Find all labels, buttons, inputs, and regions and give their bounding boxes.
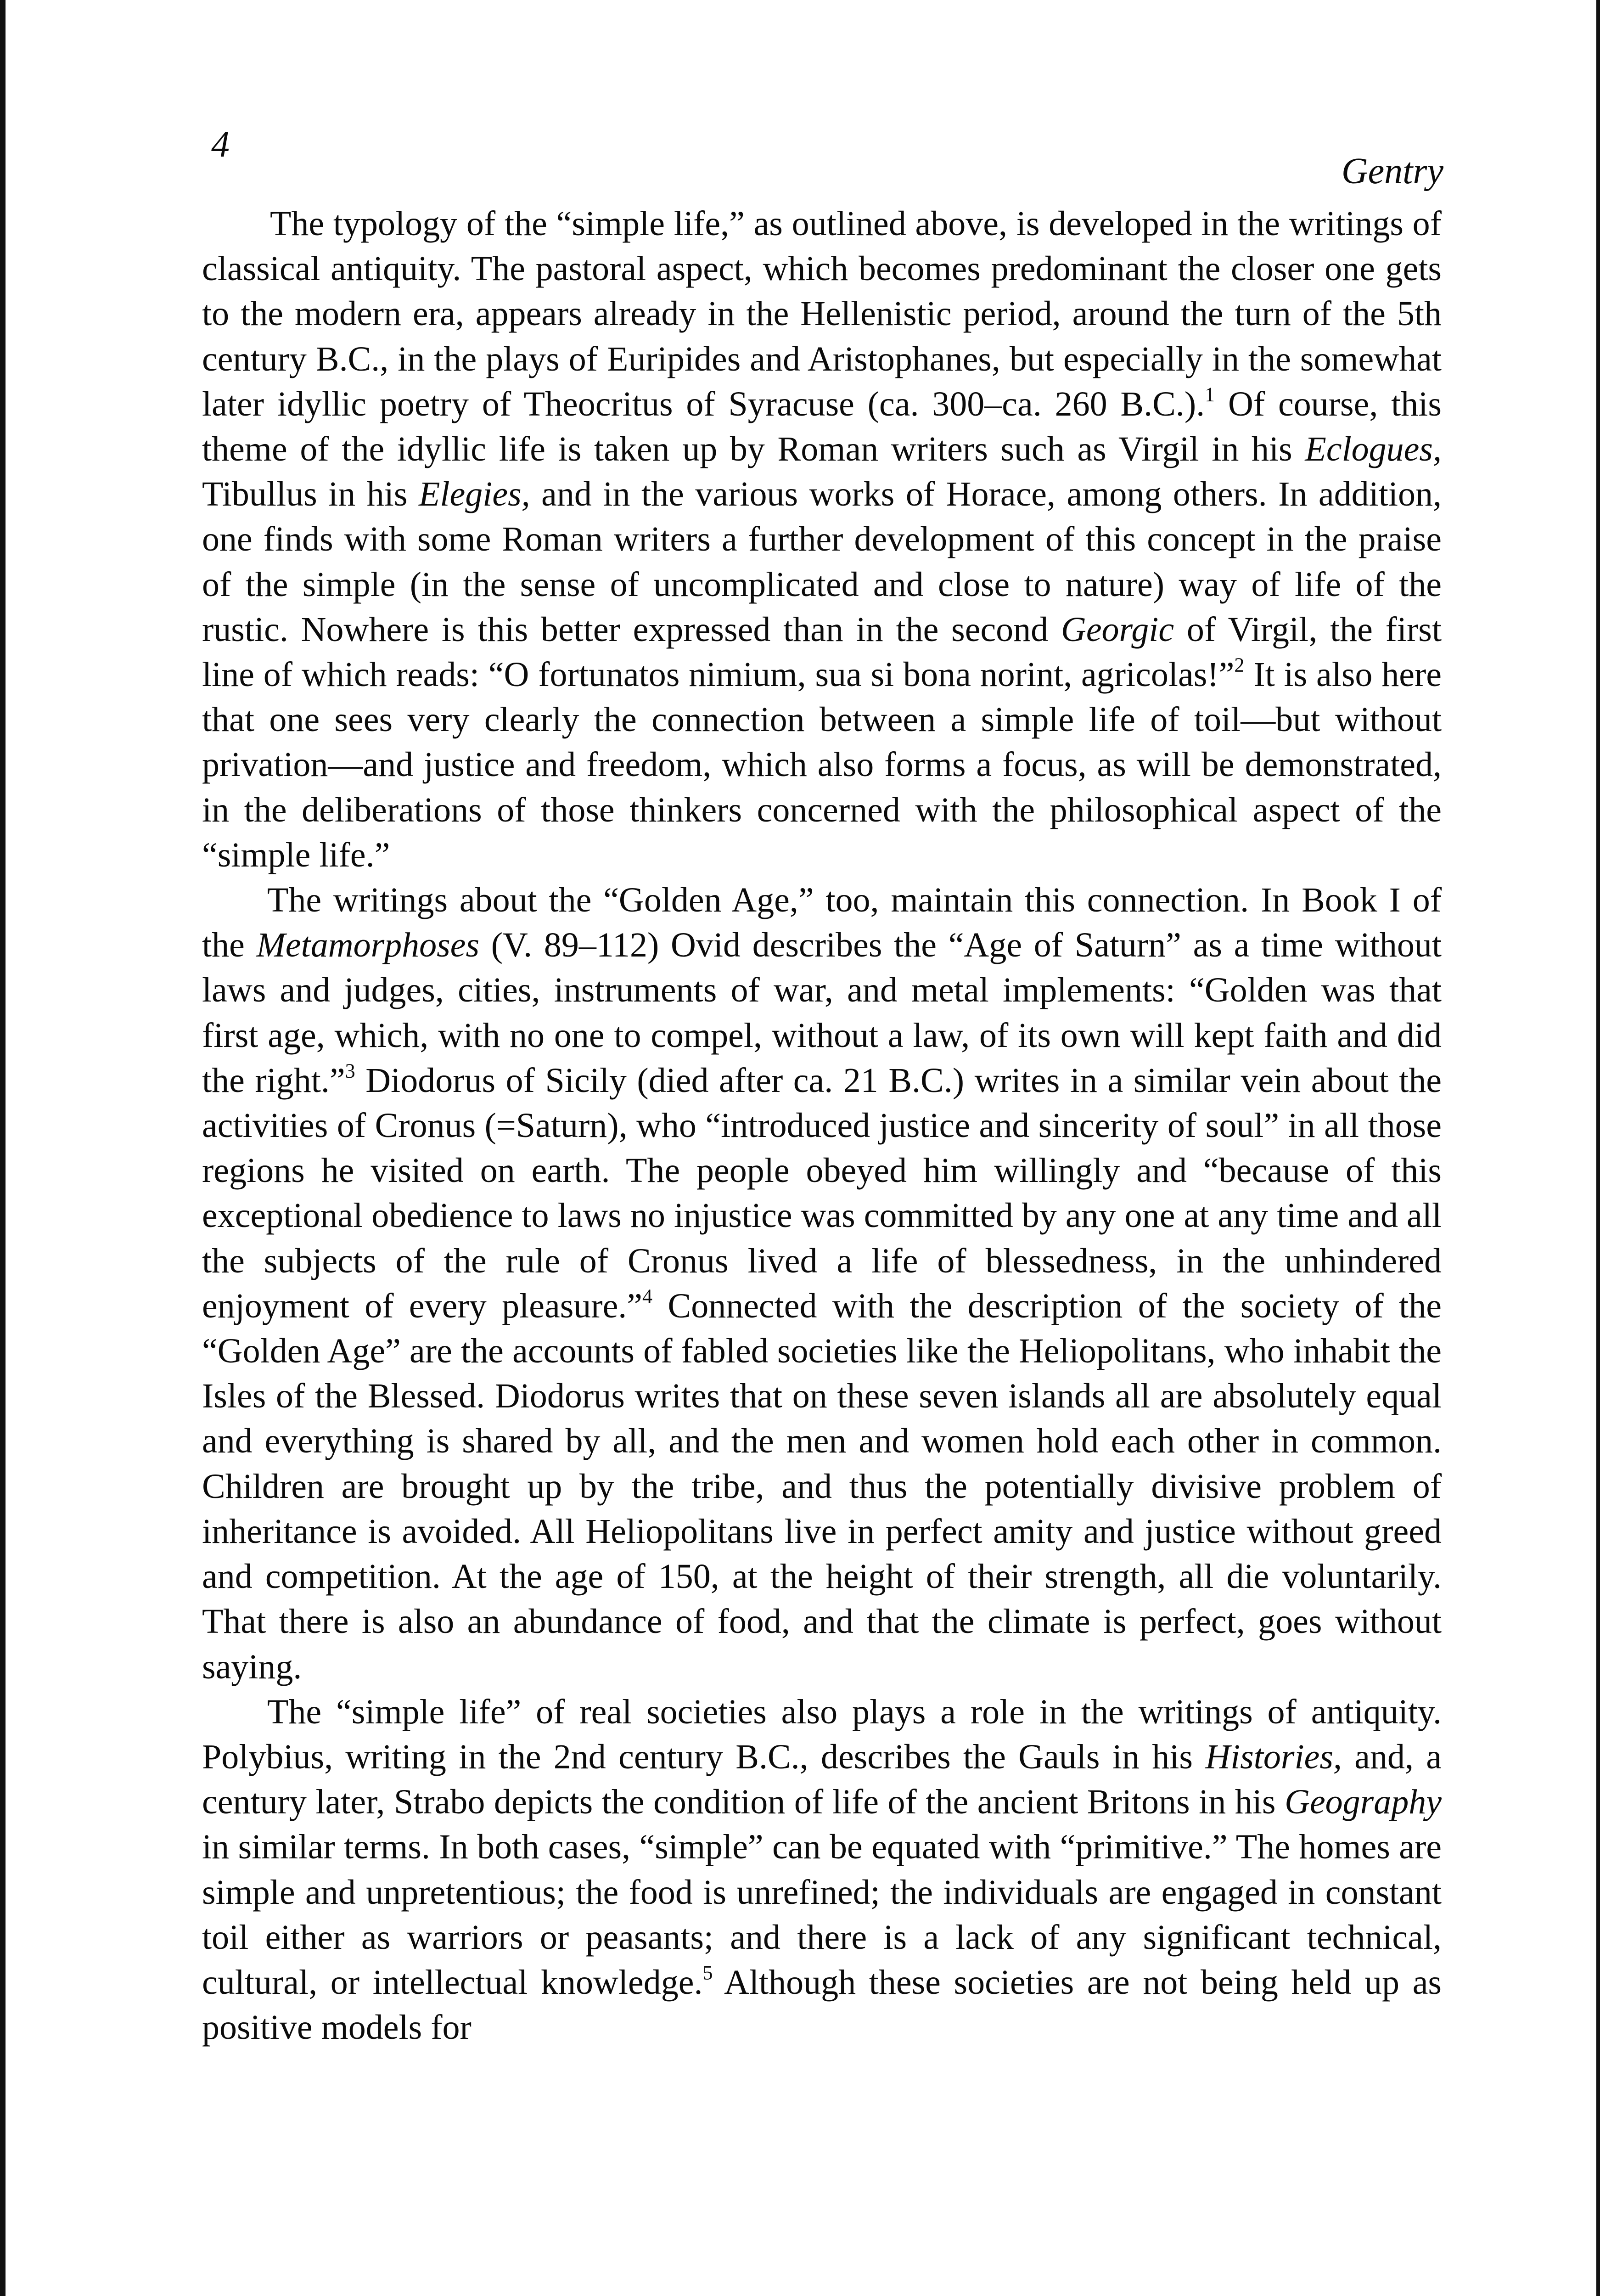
era-abbreviation: B.C.: [315, 339, 380, 378]
text-run: , in the plays of Euripides and Aristophanes, but especially in the somewhat later idyllic poetry of Theocritus of Syracuse (ca. 300–ca. 260: [202, 339, 1442, 423]
work-title-metamorphoses: Metamorphoses: [256, 926, 480, 965]
footnote-ref-5: 5: [702, 1961, 713, 1984]
body-text: [202, 201, 1442, 2050]
text-run: Diodorus of Sicily (died after ca. 21: [355, 1061, 889, 1100]
text-run: Of course, this theme of the idyllic life is taken up by Roman writers such as Virgil in his: [202, 384, 1442, 469]
work-title-eclogues: Eclogues,: [1305, 430, 1442, 469]
text-run: It is also here that one sees very clearly the connection between a simple life of toil—but without privation—and justice and freedom, which also forms a focus, as will be demonstrated, in the deliberations of those thinkers concerned with the philosophical aspect of the “simple life.”: [202, 655, 1442, 874]
text-run: Tibullus in his: [202, 475, 419, 514]
era-abbreviation: B.C.: [888, 1061, 953, 1100]
text-run: and in the various works of Horace, among others. In addition, one finds with some Roman writers a further development of this concept in the praise of the simple (in the sense of uncomplicated and close to nature) way of life of the rustic. Nowhere is this better expressed than in the second: [202, 475, 1442, 649]
text-run: in similar terms. In both cases, “simple” can be equated with “primitive.” The homes are simple and unpretentious; the food is unrefined; the individuals are engaged in constant toil either as warriors or peasants; and there is a lack of any significant technical, cultural, or intellectual knowledge.: [202, 1828, 1442, 2002]
text-run: and, a century later, Strabo depicts the condition of life of the ancient Britons in his: [202, 1737, 1442, 1822]
work-title-geography: Geography: [1285, 1783, 1442, 1822]
text-run: The “simple life” of real societies also plays a role in the writings of antiquity. Polybius, writing in the 2nd century: [202, 1692, 1442, 1776]
text-run: Although these societies are not being held up as positive models for: [202, 1963, 1442, 2047]
footnote-ref-2: 2: [1234, 653, 1245, 676]
page-number: 4: [211, 124, 230, 165]
text-run: ).: [1184, 384, 1205, 423]
running-title: Gentry: [1341, 151, 1443, 191]
text-run: of Virgil, the first line of which reads: “O fortunatos nimium, sua si bona norint, agricolas!”: [202, 610, 1442, 694]
text-run: The writings about the “Golden Age,” too, maintain this connection. In Book I of the: [202, 881, 1442, 965]
text-run: ) writes in a similar vein about the activities of Cronus (=Saturn), who “introduced justice and sincerity of soul” in all those regions he visited on earth. The people obeyed him willingly and “because of this exceptional obedience to laws no injustice was committed by any one at any time and all the subjects of the rule of Cronus lived a life of blessedness, in the unhindered enjoyment of every pleasure.”: [202, 1061, 1442, 1325]
era-abbreviation: B.C.: [735, 1737, 800, 1776]
footnote-ref-1: 1: [1205, 383, 1215, 406]
running-head: [202, 124, 1442, 193]
paragraph-typology: [202, 201, 1442, 878]
work-title-elegies: Elegies,: [418, 475, 530, 514]
text-run: Connected with the description of the society of the “Golden Age” are the accounts of fabled societies like the Heliopolitans, who inhabit the Isles of the Blessed. Diodorus writes that on these seven islands all are absolutely equal and everything is shared by all, and the men and women hold each other in common. Children are brought up by the tribe, and thus the potentially divisive problem of inheritance is avoided. All Heliopolitans live in perfect amity and justice without greed and competition. At the age of 150, at the height of their strength, all die voluntarily. That there is also an abundance of food, and that the climate is perfect, goes without saying.: [202, 1286, 1442, 1686]
scan-border-left: [0, 0, 6, 2296]
book-page: [202, 124, 1442, 2050]
work-title-histories: Histories,: [1205, 1737, 1342, 1776]
work-title-georgic: Georgic: [1061, 610, 1174, 649]
scan-border-right: [1596, 0, 1600, 2296]
era-abbreviation: B.C.: [1120, 384, 1185, 423]
footnote-ref-4: 4: [642, 1285, 653, 1308]
paragraph-real-societies: [202, 1689, 1442, 2050]
paragraph-golden-age: [202, 878, 1442, 1689]
text-run: , describes the Gauls in his: [799, 1737, 1206, 1776]
footnote-ref-3: 3: [345, 1059, 355, 1082]
text-run: The typology of the “simple life,” as outlined above, is developed in the writings of classical antiquity. The pastoral aspect, which becomes predominant the closer one gets to the modern era, appears already in the Hellenistic period, around the turn of the 5th century: [202, 204, 1442, 378]
text-run: (V. 89–112) Ovid describes the “Age of Saturn” as a time without laws and judges, cities, instruments of war, and metal implements: “Golden was that first age, which, with no one to compel, without a law, of its own will kept faith and did the right.”: [202, 926, 1442, 1100]
